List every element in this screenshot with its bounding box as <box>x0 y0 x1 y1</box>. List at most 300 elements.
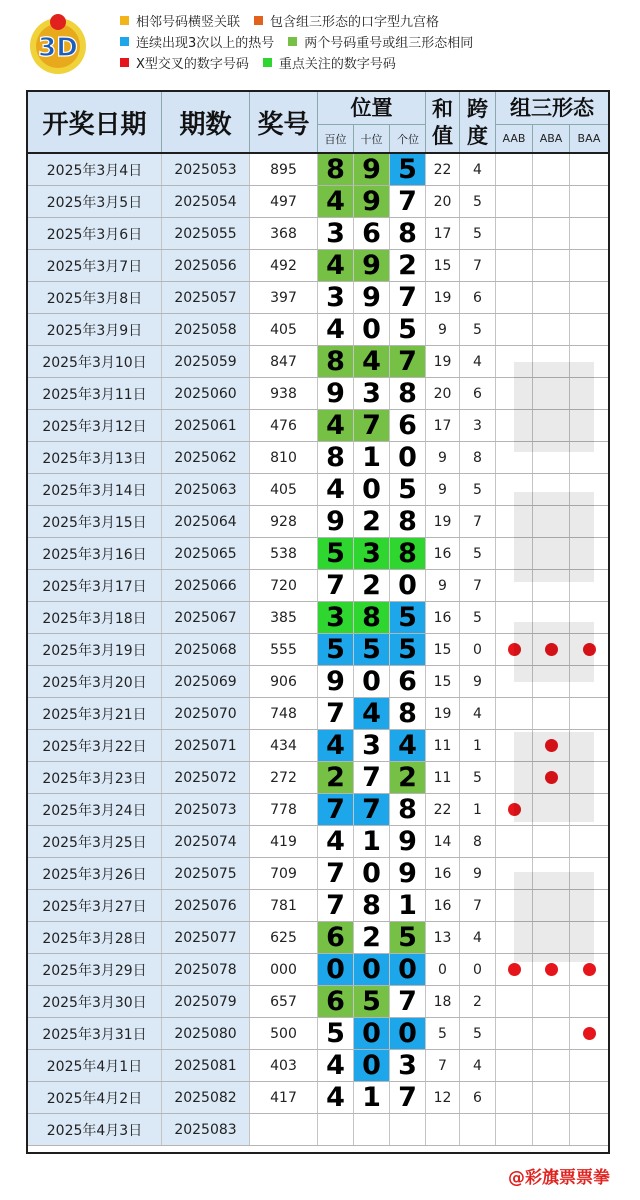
draw-date: 2025年3月16日 <box>28 538 162 569</box>
span-value: 7 <box>460 890 496 921</box>
draw-period: 2025063 <box>162 474 250 505</box>
group3-aab-cell <box>496 1050 533 1081</box>
digit-tens: 0 <box>354 314 390 345</box>
group3-aba-cell <box>533 1114 570 1145</box>
sum-value: 16 <box>426 858 460 889</box>
digit-hundreds: 9 <box>318 378 354 409</box>
digit-tens: 7 <box>354 794 390 825</box>
sum-value: 16 <box>426 890 460 921</box>
digit-tens: 0 <box>354 954 390 985</box>
sum-value: 19 <box>426 346 460 377</box>
logo-text: 3D <box>38 33 78 63</box>
digit-hundreds: 8 <box>318 346 354 377</box>
digit-tens: 9 <box>354 154 390 185</box>
digit-hundreds: 4 <box>318 826 354 857</box>
draw-date: 2025年3月22日 <box>28 730 162 761</box>
digit-tens: 2 <box>354 570 390 601</box>
draw-date: 2025年3月26日 <box>28 858 162 889</box>
draw-period: 2025054 <box>162 186 250 217</box>
draw-number: 847 <box>250 346 318 377</box>
span-value: 9 <box>460 666 496 697</box>
draw-date: 2025年3月27日 <box>28 890 162 921</box>
sum-value: 20 <box>426 378 460 409</box>
span-value: 5 <box>460 218 496 249</box>
header-group3-group <box>496 92 608 152</box>
digit-units: 7 <box>390 282 426 313</box>
digit-units: 5 <box>390 602 426 633</box>
digit-hundreds: 4 <box>318 314 354 345</box>
header-date: 开奖日期 <box>28 92 162 152</box>
legend-item <box>263 53 396 72</box>
draw-date: 2025年3月17日 <box>28 570 162 601</box>
draw-date: 2025年3月11日 <box>28 378 162 409</box>
draw-date: 2025年4月1日 <box>28 1050 162 1081</box>
legend-label: 两个号码重号或组三形态相同 <box>304 36 474 51</box>
span-value: 7 <box>460 506 496 537</box>
group3-aab-cell <box>496 154 533 185</box>
draw-number: 781 <box>250 890 318 921</box>
header-group3: 组三形态 <box>496 92 608 125</box>
span-value: 0 <box>460 634 496 665</box>
group3-aba-cell <box>533 314 570 345</box>
draw-date: 2025年3月5日 <box>28 186 162 217</box>
digit-units: 8 <box>390 794 426 825</box>
digit-units: 7 <box>390 1082 426 1113</box>
digit-tens: 0 <box>354 666 390 697</box>
sum-value: 13 <box>426 922 460 953</box>
group3-baa-cell <box>570 1114 608 1145</box>
draw-number: 778 <box>250 794 318 825</box>
digit-tens: 3 <box>354 538 390 569</box>
legend-swatch <box>120 16 129 25</box>
draw-date: 2025年3月21日 <box>28 698 162 729</box>
sum-value: 9 <box>426 314 460 345</box>
watermark <box>504 352 604 1032</box>
sum-value <box>426 1114 460 1145</box>
group3-baa-cell <box>570 314 608 345</box>
digit-tens: 0 <box>354 1018 390 1049</box>
digit-hundreds: 5 <box>318 1018 354 1049</box>
draw-period: 2025070 <box>162 698 250 729</box>
digit-units: 7 <box>390 346 426 377</box>
digit-units: 8 <box>390 506 426 537</box>
group3-baa-cell <box>570 186 608 217</box>
sum-value: 5 <box>426 1018 460 1049</box>
table-header <box>28 92 608 154</box>
legend-swatch <box>120 37 129 46</box>
sum-value: 15 <box>426 634 460 665</box>
digit-hundreds: 7 <box>318 890 354 921</box>
digit-units: 9 <box>390 826 426 857</box>
span-value: 1 <box>460 794 496 825</box>
table-row <box>28 282 608 314</box>
digit-tens: 3 <box>354 730 390 761</box>
sum-value: 11 <box>426 730 460 761</box>
sum-value: 17 <box>426 218 460 249</box>
sum-value: 14 <box>426 826 460 857</box>
draw-period: 2025068 <box>162 634 250 665</box>
span-value: 6 <box>460 1082 496 1113</box>
draw-period: 2025065 <box>162 538 250 569</box>
draw-number: 434 <box>250 730 318 761</box>
group3-aab-cell <box>496 218 533 249</box>
digit-hundreds: 6 <box>318 922 354 953</box>
draw-number: 492 <box>250 250 318 281</box>
draw-number: 403 <box>250 1050 318 1081</box>
header-position-group <box>318 92 426 152</box>
draw-period: 2025055 <box>162 218 250 249</box>
digit-units: 6 <box>390 666 426 697</box>
draw-number: 555 <box>250 634 318 665</box>
draw-date: 2025年3月15日 <box>28 506 162 537</box>
digit-tens <box>354 1114 390 1145</box>
digit-hundreds: 4 <box>318 186 354 217</box>
digit-tens: 4 <box>354 698 390 729</box>
draw-period: 2025064 <box>162 506 250 537</box>
draw-number: 720 <box>250 570 318 601</box>
digit-units: 8 <box>390 538 426 569</box>
group3-aab-cell <box>496 250 533 281</box>
draw-date: 2025年3月29日 <box>28 954 162 985</box>
digit-units: 5 <box>390 154 426 185</box>
draw-period: 2025081 <box>162 1050 250 1081</box>
digit-tens: 0 <box>354 1050 390 1081</box>
draw-date: 2025年3月12日 <box>28 410 162 441</box>
draw-period: 2025072 <box>162 762 250 793</box>
digit-hundreds: 2 <box>318 762 354 793</box>
digit-hundreds: 4 <box>318 1050 354 1081</box>
table-row <box>28 1082 608 1114</box>
digit-hundreds: 4 <box>318 250 354 281</box>
legend-label: 连续出现3次以上的热号 <box>136 36 275 51</box>
draw-period: 2025067 <box>162 602 250 633</box>
legend-item <box>254 11 439 30</box>
draw-period: 2025071 <box>162 730 250 761</box>
draw-date: 2025年3月9日 <box>28 314 162 345</box>
group3-baa-cell <box>570 218 608 249</box>
sum-value: 12 <box>426 1082 460 1113</box>
group3-aab-cell <box>496 1114 533 1145</box>
digit-tens: 4 <box>354 346 390 377</box>
group3-aba-cell <box>533 250 570 281</box>
draw-period: 2025059 <box>162 346 250 377</box>
draw-number: 405 <box>250 314 318 345</box>
sum-value: 9 <box>426 442 460 473</box>
digit-hundreds: 8 <box>318 442 354 473</box>
digit-tens: 2 <box>354 922 390 953</box>
digit-tens: 7 <box>354 762 390 793</box>
digit-units: 5 <box>390 474 426 505</box>
digit-tens: 8 <box>354 890 390 921</box>
span-value: 8 <box>460 826 496 857</box>
sum-value: 22 <box>426 794 460 825</box>
draw-number: 397 <box>250 282 318 313</box>
digit-tens: 0 <box>354 474 390 505</box>
group3-baa-cell <box>570 154 608 185</box>
draw-period: 2025074 <box>162 826 250 857</box>
draw-period: 2025080 <box>162 1018 250 1049</box>
digit-units: 0 <box>390 1018 426 1049</box>
draw-number: 625 <box>250 922 318 953</box>
draw-period: 2025058 <box>162 314 250 345</box>
digit-tens: 9 <box>354 250 390 281</box>
draw-date: 2025年4月3日 <box>28 1114 162 1145</box>
draw-date: 2025年3月19日 <box>28 634 162 665</box>
draw-number: 895 <box>250 154 318 185</box>
legend-swatch <box>254 16 263 25</box>
digit-tens: 9 <box>354 282 390 313</box>
span-value: 2 <box>460 986 496 1017</box>
draw-period: 2025062 <box>162 442 250 473</box>
draw-number: 538 <box>250 538 318 569</box>
draw-period: 2025073 <box>162 794 250 825</box>
draw-number: 928 <box>250 506 318 537</box>
table-row <box>28 1050 608 1082</box>
group3-aba-cell <box>533 1082 570 1113</box>
draw-period: 2025083 <box>162 1114 250 1145</box>
span-value <box>460 1114 496 1145</box>
header-position: 位置 <box>318 92 425 125</box>
table-row <box>28 218 608 250</box>
digit-tens: 7 <box>354 410 390 441</box>
group3-aab-cell <box>496 282 533 313</box>
draw-period: 2025056 <box>162 250 250 281</box>
sum-value: 19 <box>426 506 460 537</box>
digit-units: 9 <box>390 858 426 889</box>
draw-number: 417 <box>250 1082 318 1113</box>
span-value: 7 <box>460 250 496 281</box>
digit-tens: 0 <box>354 858 390 889</box>
group3-baa-cell <box>570 1082 608 1113</box>
legend <box>120 10 630 73</box>
draw-period: 2025066 <box>162 570 250 601</box>
legend-swatch <box>263 58 272 67</box>
sum-value: 16 <box>426 538 460 569</box>
digit-units <box>390 1114 426 1145</box>
digit-units: 0 <box>390 570 426 601</box>
header-aab: AAB <box>496 125 533 152</box>
draw-period: 2025069 <box>162 666 250 697</box>
legend-item <box>120 11 240 30</box>
digit-hundreds: 6 <box>318 986 354 1017</box>
digit-hundreds: 0 <box>318 954 354 985</box>
span-value: 7 <box>460 570 496 601</box>
draw-date: 2025年3月8日 <box>28 282 162 313</box>
group3-aba-cell <box>533 1050 570 1081</box>
digit-hundreds: 7 <box>318 698 354 729</box>
digit-hundreds: 3 <box>318 602 354 633</box>
draw-period: 2025061 <box>162 410 250 441</box>
sum-value: 7 <box>426 1050 460 1081</box>
digit-hundreds: 9 <box>318 506 354 537</box>
digit-hundreds: 8 <box>318 154 354 185</box>
digit-hundreds: 3 <box>318 282 354 313</box>
digit-tens: 5 <box>354 986 390 1017</box>
digit-tens: 1 <box>354 1082 390 1113</box>
span-value: 3 <box>460 410 496 441</box>
legend-item <box>120 53 249 72</box>
span-value: 5 <box>460 602 496 633</box>
digit-units: 5 <box>390 922 426 953</box>
group3-aba-cell <box>533 282 570 313</box>
draw-number: 476 <box>250 410 318 441</box>
digit-hundreds: 7 <box>318 794 354 825</box>
legend-label: 相邻号码横竖关联 <box>136 15 241 30</box>
digit-tens: 1 <box>354 442 390 473</box>
draw-period: 2025076 <box>162 890 250 921</box>
draw-date: 2025年3月4日 <box>28 154 162 185</box>
span-value: 4 <box>460 922 496 953</box>
digit-units: 5 <box>390 634 426 665</box>
draw-period: 2025075 <box>162 858 250 889</box>
span-value: 5 <box>460 186 496 217</box>
digit-tens: 5 <box>354 634 390 665</box>
draw-date: 2025年3月28日 <box>28 922 162 953</box>
digit-tens: 2 <box>354 506 390 537</box>
draw-number: 657 <box>250 986 318 1017</box>
draw-date: 2025年4月2日 <box>28 1082 162 1113</box>
span-value: 5 <box>460 1018 496 1049</box>
span-value: 9 <box>460 858 496 889</box>
table-row <box>28 250 608 282</box>
draw-number: 000 <box>250 954 318 985</box>
digit-units: 5 <box>390 314 426 345</box>
digit-units: 0 <box>390 954 426 985</box>
draw-period: 2025078 <box>162 954 250 985</box>
sum-value: 9 <box>426 474 460 505</box>
sum-value: 0 <box>426 954 460 985</box>
table-row <box>28 1114 608 1146</box>
legend-label: 重点关注的数字号码 <box>278 57 396 72</box>
span-value: 4 <box>460 154 496 185</box>
group3-aba-cell <box>533 154 570 185</box>
table-row <box>28 154 608 186</box>
footer-credit: @彩旗票票拳 <box>508 1168 610 1188</box>
span-value: 0 <box>460 954 496 985</box>
draw-number: 906 <box>250 666 318 697</box>
draw-number: 500 <box>250 1018 318 1049</box>
header-aba: ABA <box>533 125 570 152</box>
3d-logo <box>18 8 98 78</box>
digit-hundreds <box>318 1114 354 1145</box>
digit-tens: 6 <box>354 218 390 249</box>
span-value: 6 <box>460 378 496 409</box>
group3-baa-cell <box>570 1050 608 1081</box>
digit-units: 4 <box>390 730 426 761</box>
sum-value: 15 <box>426 666 460 697</box>
header-period: 期数 <box>162 92 250 152</box>
span-value: 4 <box>460 1050 496 1081</box>
span-value: 5 <box>460 762 496 793</box>
draw-period: 2025057 <box>162 282 250 313</box>
group3-aba-cell <box>533 218 570 249</box>
header-units: 个位 <box>397 132 419 146</box>
sum-value: 9 <box>426 570 460 601</box>
draw-number: 748 <box>250 698 318 729</box>
draw-number: 497 <box>250 186 318 217</box>
digit-units: 3 <box>390 1050 426 1081</box>
draw-number: 385 <box>250 602 318 633</box>
digit-units: 1 <box>390 890 426 921</box>
header-tens: 十位 <box>354 125 390 152</box>
draw-period: 2025079 <box>162 986 250 1017</box>
span-value: 5 <box>460 474 496 505</box>
draw-number: 419 <box>250 826 318 857</box>
draw-date: 2025年3月14日 <box>28 474 162 505</box>
span-value: 4 <box>460 346 496 377</box>
draw-number: 368 <box>250 218 318 249</box>
draw-number: 272 <box>250 762 318 793</box>
legend-swatch <box>120 58 129 67</box>
span-value: 4 <box>460 698 496 729</box>
sum-value: 16 <box>426 602 460 633</box>
digit-units: 2 <box>390 762 426 793</box>
digit-units: 6 <box>390 410 426 441</box>
span-value: 8 <box>460 442 496 473</box>
table-row <box>28 186 608 218</box>
digit-tens: 9 <box>354 186 390 217</box>
digit-units: 7 <box>390 986 426 1017</box>
digit-hundreds: 4 <box>318 1082 354 1113</box>
draw-number: 405 <box>250 474 318 505</box>
sum-value: 15 <box>426 250 460 281</box>
digit-units: 2 <box>390 250 426 281</box>
draw-date: 2025年3月31日 <box>28 1018 162 1049</box>
draw-date: 2025年3月13日 <box>28 442 162 473</box>
legend-label: X型交叉的数字号码 <box>136 57 249 72</box>
span-value: 5 <box>460 538 496 569</box>
digit-hundreds: 7 <box>318 858 354 889</box>
digit-tens: 1 <box>354 826 390 857</box>
group3-aab-cell <box>496 314 533 345</box>
digit-units: 0 <box>390 442 426 473</box>
digit-units: 8 <box>390 698 426 729</box>
digit-tens: 3 <box>354 378 390 409</box>
draw-number <box>250 1114 318 1145</box>
draw-date: 2025年3月18日 <box>28 602 162 633</box>
digit-hundreds: 3 <box>318 218 354 249</box>
draw-date: 2025年3月25日 <box>28 826 162 857</box>
draw-period: 2025077 <box>162 922 250 953</box>
group3-baa-cell <box>570 250 608 281</box>
span-value: 6 <box>460 282 496 313</box>
digit-units: 8 <box>390 218 426 249</box>
draw-date: 2025年3月6日 <box>28 218 162 249</box>
group3-aab-cell <box>496 1082 533 1113</box>
sum-value: 19 <box>426 698 460 729</box>
digit-units: 8 <box>390 378 426 409</box>
draw-date: 2025年3月24日 <box>28 794 162 825</box>
digit-hundreds: 4 <box>318 410 354 441</box>
sum-value: 11 <box>426 762 460 793</box>
group3-aab-cell <box>496 186 533 217</box>
draw-date: 2025年3月23日 <box>28 762 162 793</box>
sum-value: 18 <box>426 986 460 1017</box>
draw-number: 709 <box>250 858 318 889</box>
sum-value: 20 <box>426 186 460 217</box>
group3-aba-cell <box>533 186 570 217</box>
draw-period: 2025053 <box>162 154 250 185</box>
draw-number: 938 <box>250 378 318 409</box>
draw-date: 2025年3月10日 <box>28 346 162 377</box>
sum-value: 17 <box>426 410 460 441</box>
sum-value: 19 <box>426 282 460 313</box>
digit-hundreds: 7 <box>318 570 354 601</box>
draw-number: 810 <box>250 442 318 473</box>
digit-hundreds: 4 <box>318 730 354 761</box>
legend-swatch <box>288 37 297 46</box>
draw-period: 2025082 <box>162 1082 250 1113</box>
